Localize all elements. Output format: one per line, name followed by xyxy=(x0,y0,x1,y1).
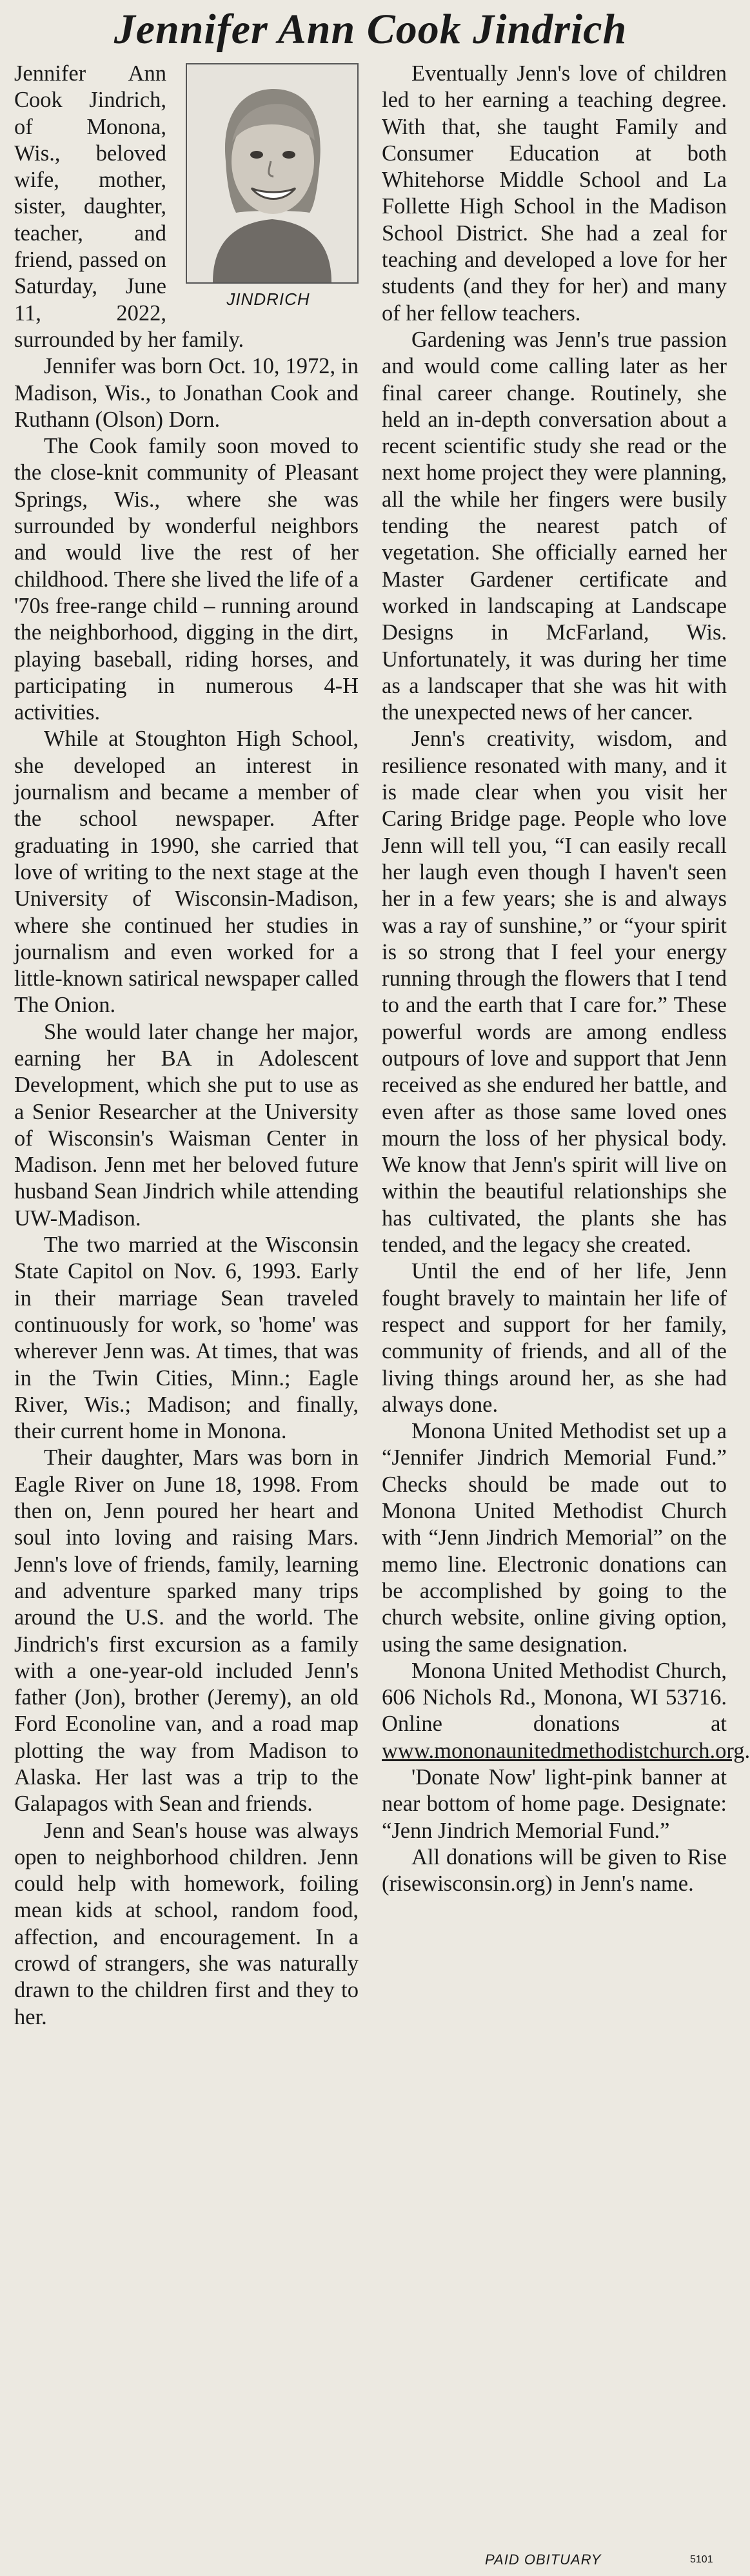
paragraph-donate-note: 'Donate Now' light-pink banner at near bottom of home page. Designate: “Jenn Jindrich Memorial Fund.” xyxy=(382,1765,727,1843)
left-column xyxy=(14,61,359,2031)
paragraph-home: Jenn and Sean's house was always open to neighborhood children. Jenn could help with homework, foiling mean kids at school, random food, affection, and encouragement. In a crowd of strangers, she was naturally drawn to the children first and they to her. xyxy=(14,1818,359,2029)
paragraph-legacy: Jenn's creativity, wisdom, and resilience resonated with many, and it is made clear when you visit her Caring Bridge page. People who love Jenn will tell you, “I can easily recall her laugh even though I haven't seen her in a few years; she is and always was a ray of sunshine,” or “your spirit is so strong that I feel your energy running through the flowers that I tend to and the earth that I care for.” These powerful words are among endless outpours of love and support that Jenn received as she endured her battle, and even after as those same loved ones mourn the loss of her physical body. We know that Jenn's spirit will live on within the beautiful relationships she has cultivated, the plants she has tended, and the legacy she created. xyxy=(382,727,727,1258)
text-columns xyxy=(14,61,750,2031)
paragraph-school: While at Stoughton High School, she developed an interest in journalism and became a member of the school newspaper. After graduating in 1990, she carried that love of writing to the next stage at the University of Wisconsin-Madison, where she continued her studies in journalism and even worked for a little-known satirical newspaper called The Onion. xyxy=(14,727,359,1018)
paid-obituary-label: PAID OBITUARY xyxy=(485,2552,602,2568)
obituary-title: Jennifer Ann Cook Jindrich xyxy=(113,6,627,53)
church-website-link[interactable]: www.mononaunitedmethodistchurch.org xyxy=(382,1738,745,1763)
paragraph-memorial-fund: Monona United Methodist set up a “Jennifer Jindrich Memorial Fund.” Checks should be made out to Monona United Methodist Church with “Jenn Jindrich Memorial” on the memo line. Electronic donations can be accomplished by going to the church website, online giving option, using the same designation. xyxy=(382,1419,727,1657)
portrait xyxy=(178,63,359,313)
portrait-caption: JINDRICH xyxy=(226,289,310,309)
paragraph-intro: Jennifer Ann Cook Jindrich, of Monona, Wis., beloved wife, mother, sister, daughter, teacher, and friend, passed on Saturday, June 11, 2022, surrounded by her family. xyxy=(14,61,244,352)
paragraph-closing: All donations will be given to Rise (risewisconsin.org) in Jenn's name. xyxy=(382,1844,727,1897)
paragraph-childhood: The Cook family soon moved to the close-knit community of Pleasant Springs, Wis., where she was surrounded by wonderful neighbors and would live the rest of her childhood. There she lived the life of a '70s free-range child – running around the neighborhood, digging in the dirt, playing baseball, riding horses, and participating in numerous 4-H activities. xyxy=(14,434,359,725)
portrait-image xyxy=(187,64,357,282)
address-text: Monona United Methodist Church, 606 Nichols Rd., Monona, WI 53716. Online donations at xyxy=(382,1658,727,1737)
paragraph-birth: Jennifer was born Oct. 10, 1972, in Madison, Wis., to Jonathan Cook and Ruthann (Olson) Dorn. xyxy=(14,354,359,432)
paragraph-address xyxy=(382,1658,750,1764)
paragraph-end-of-life: Until the end of her life, Jenn fought bravely to maintain her life of respect and support for her family, community of friends, and all of the living things around her, as she had always done. xyxy=(382,1259,727,1417)
paragraph-gardening: Gardening was Jenn's true passion and would come calling later as her final career change. Routinely, she held an in-depth conversation about a recent scientific study she read or the next home project they were planning, all the while her fingers were busily tending the nearest patch of vegetation. She officially earned her Master Gardener certificate and worked in landscaping at Landscape Designs in McFarland, Wis. Unfortunately, it was during her time as a landscaper that she was hit with the unexpected news of her cancer. xyxy=(382,327,727,725)
portrait-photo xyxy=(186,63,359,284)
right-column xyxy=(382,61,750,2031)
paragraph-teaching: Eventually Jenn's love of children led to her earning a teaching degree. With that, she taught Family and Consumer Education at both Whitehorse Middle School and La Follette High School in the Madison School District. She had a zeal for teaching and developed a love for her students (and they for her) and many of her fellow teachers. xyxy=(382,61,727,326)
address-end: . xyxy=(744,1738,750,1763)
paragraph-marriage: The two married at the Wisconsin State Capitol on Nov. 6, 1993. Early in their marriage Sean traveled continuously for work, so 'home' was wherever Jenn was. At times, that was in the Twin Cities, Minn.; Eagle River, Wis.; Madison; and finally, their current home in Monona. xyxy=(14,1233,359,1444)
ad-code: 5101 xyxy=(690,2554,713,2565)
paragraph-daughter: Their daughter, Mars was born in Eagle River on June 18, 1998. From then on, Jenn poured her heart and soul into loving and raising Mars. Jenn's love of friends, family, learning and adventure sparked many trips around the U.S. and the world. The Jindrich's first excursion as a family with a one-year-old included Jenn's father (Jon), brother (Jeremy), an old Ford Econoline van, and a road map plotting the way from Madison to Alaska. Her last was a trip to the Galapagos with Sean and friends. xyxy=(14,1445,359,1817)
paragraph-career: She would later change her major, earning her BA in Adolescent Development, which she put to use as a Senior Researcher at the University of Wisconsin's Waisman Center in Madison. Jenn met her beloved future husband Sean Jindrich while attending UW-Madison. xyxy=(14,1019,359,1231)
